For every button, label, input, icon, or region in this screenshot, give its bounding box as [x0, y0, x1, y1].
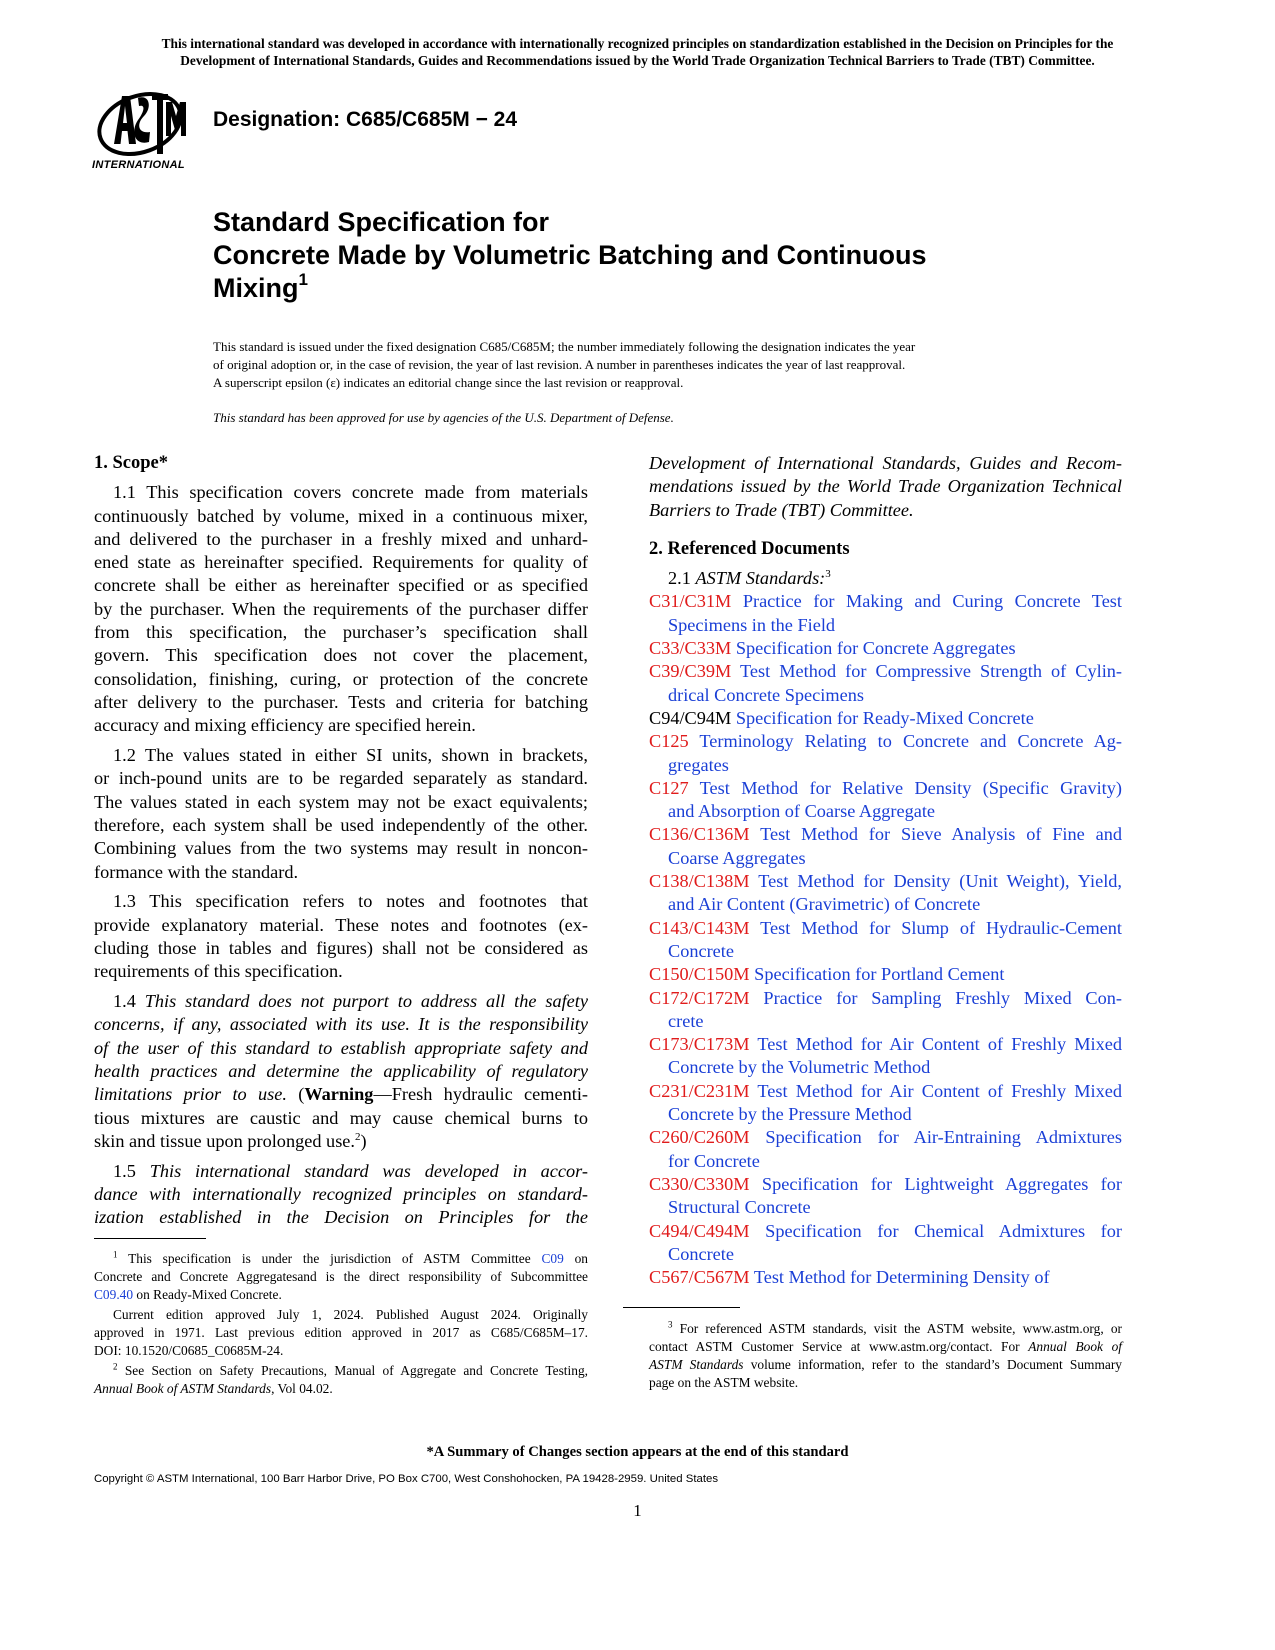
reference-title-link[interactable]: Specification for Air-Entraining Admixtures: [749, 1127, 1122, 1148]
reference-item: [649, 590, 1122, 637]
subheading-label: ASTM Standards:: [695, 568, 826, 589]
text: (: [286, 1084, 305, 1105]
paragraph-1-1: [94, 481, 588, 737]
reference-code-link[interactable]: C567/C567M: [649, 1267, 750, 1288]
text-line: The values stated in each system may not be exact equivalents;: [94, 791, 588, 812]
text: —Fresh hydraulic cementi-: [373, 1084, 588, 1105]
text-line: limitations prior to use.: [94, 1084, 287, 1105]
text-line: of the user of this standard to establish appropriate safety and: [94, 1037, 588, 1058]
text-line: 1.3 This specification refers to notes and footnotes that: [113, 891, 588, 912]
footnote-mark: 2: [113, 1361, 118, 1372]
reference-code-link[interactable]: C94/C94M: [649, 707, 732, 728]
text-line: This standard does not purport to address all the safety: [144, 991, 588, 1012]
text-line: Current edition approved July 1, 2024. Published August 2024. Originally: [113, 1307, 588, 1322]
reference-item: [649, 777, 1122, 824]
reference-item: [649, 730, 1122, 777]
reference-title-link[interactable]: Specification for Lightweight Aggregates for: [749, 1173, 1122, 1194]
text-line: 1.1 This specification covers concrete made from materials: [113, 482, 588, 503]
reference-title-link[interactable]: Terminology Relating to Concrete and Concrete Ag-: [688, 731, 1122, 752]
text-line: ization established in the Decision on Principles for the: [94, 1207, 588, 1228]
text: volume information, refer to the standard’s Document Summary: [743, 1357, 1122, 1372]
reference-code-link[interactable]: C31/C31M: [649, 591, 732, 612]
title-line: Concrete Made by Volumetric Batching and Continuous: [213, 240, 927, 270]
text-line: cluding those in tables and figures) shall not be considered as: [94, 937, 588, 958]
footnote-mark: 1: [113, 1249, 118, 1260]
reference-code-link[interactable]: C260/C260M: [649, 1127, 750, 1148]
text-line: Development of International Standards, Guides and Recom-: [649, 453, 1122, 473]
reference-title-link[interactable]: Specification for Concrete Aggregates: [731, 638, 1016, 659]
designation: Designation: C685/C685M − 24: [213, 108, 518, 131]
text-line: Barriers to Trade (TBT) Committee.: [649, 499, 914, 520]
text-line: by the purchaser. When the requirements of the purchaser differ: [94, 598, 588, 619]
reference-title-link[interactable]: Test Method for Density (Unit Weight), Yield,: [749, 871, 1122, 892]
reference-title-continued[interactable]: crete: [668, 1010, 704, 1031]
section-heading-referenced-documents: 2. Referenced Documents: [649, 538, 850, 559]
reference-code-link[interactable]: C125: [649, 731, 689, 752]
notice-line: Development of International Standards, Guides and Recommendations issued by the World Trade Organization Technical Barriers to Trade (TBT) Committee.: [180, 53, 1095, 68]
reference-title-link[interactable]: Test Method for Compressive Strength of Cylin-: [731, 661, 1122, 682]
reference-title-link[interactable]: Practice for Sampling Freshly Mixed Con-: [749, 987, 1122, 1008]
text-line: provide explanatory material. These notes and footnotes (ex-: [94, 914, 588, 935]
text-line: Concrete and Concrete Aggregatesand is the direct responsibility of Subcommittee: [94, 1269, 588, 1284]
text-line: page on the ASTM website.: [649, 1375, 799, 1390]
reference-title-link[interactable]: Test Method for Determining Density of: [749, 1267, 1050, 1288]
title-line: Standard Specification for: [213, 207, 550, 237]
paragraph-1-2: [94, 744, 588, 884]
reference-code-link[interactable]: C143/C143M: [649, 917, 750, 938]
reference-title-continued[interactable]: Concrete by the Pressure Method: [668, 1104, 912, 1125]
footnotes-left: [94, 1250, 588, 1398]
doi-line: DOI: 10.1520/C0685_C0685M-24.: [94, 1343, 284, 1358]
reference-code-link[interactable]: C173/C173M: [649, 1034, 750, 1055]
reference-title-continued[interactable]: for Concrete: [668, 1150, 760, 1171]
reference-title-link[interactable]: Test Method for Sieve Analysis of Fine and: [749, 824, 1122, 845]
reference-item: [649, 1220, 1122, 1267]
reference-title-link[interactable]: Specification for Chemical Admixtures for: [749, 1220, 1122, 1241]
paragraph-1-5-continued: [649, 452, 1122, 522]
text-line: dance with internationally recognized principles on standard-: [94, 1183, 588, 1204]
paragraph-1-4: [94, 990, 588, 1153]
issue-note: [213, 338, 1093, 391]
reference-item: [649, 870, 1122, 917]
footnote-mark[interactable]: 2: [355, 1130, 361, 1143]
reference-title-continued[interactable]: Structural Concrete: [668, 1197, 811, 1218]
text: , Vol 04.02.: [271, 1381, 333, 1396]
reference-title-continued[interactable]: and Absorption of Coarse Aggregate: [668, 801, 936, 822]
reference-title-link[interactable]: Test Method for Relative Density (Specific Gravity): [688, 777, 1122, 798]
footnotes-right: [649, 1320, 1122, 1392]
text: contact ASTM Customer Service at www.astm.org/contact. For: [649, 1339, 1029, 1354]
reference-title-continued[interactable]: Coarse Aggregates: [668, 847, 806, 868]
text: This specification is under the jurisdiction of ASTM Committee: [117, 1251, 542, 1266]
text-line: 1.2 The values stated in either SI units, shown in brackets,: [113, 745, 588, 766]
para-number: 2.1: [668, 568, 691, 589]
text-line: requirements of this specification.: [94, 961, 343, 982]
dod-approval-note: This standard has been approved for use by agencies of the U.S. Department of Defense.: [213, 410, 674, 425]
text: For referenced ASTM standards, visit the ASTM website, www.astm.org, or: [672, 1321, 1122, 1336]
reference-title-link[interactable]: Specification for Ready-Mixed Concrete: [731, 707, 1034, 728]
footnote-divider: [623, 1307, 740, 1308]
text: Annual Book of: [1028, 1339, 1122, 1354]
reference-item: [649, 707, 1122, 730]
footnote-mark: 3: [668, 1319, 673, 1330]
section-heading-scope: 1. Scope*: [94, 453, 168, 473]
reference-item: [649, 987, 1122, 1034]
reference-item: [649, 917, 1122, 964]
text-line: concrete shall be either as hereinafter specified or as specified: [94, 575, 588, 596]
reference-title-link[interactable]: Test Method for Air Content of Freshly Mixed: [749, 1080, 1122, 1101]
reference-title-continued[interactable]: and Air Content (Gravimetric) of Concrete: [668, 894, 981, 915]
text-line: or inch-pound units are to be regarded separately as standard.: [94, 768, 588, 789]
issue-note-line: A superscript epsilon (ε) indicates an editorial change since the last revision or reapproval.: [213, 374, 684, 390]
reference-item: [649, 1266, 1122, 1289]
text: See Section on Safety Precautions, Manual of Aggregate and Concrete Testing,: [117, 1363, 588, 1378]
reference-title-link[interactable]: Practice for Making and Curing Concrete Test: [731, 591, 1122, 612]
reference-title-continued[interactable]: drical Concrete Specimens: [668, 684, 864, 705]
title-word: Mixing: [213, 273, 299, 303]
footnote-mark[interactable]: 3: [825, 568, 831, 581]
issue-note-line: of original adoption or, in the case of revision, the year of last revision. A number in parentheses indicates the year of last reapproval.: [213, 356, 906, 372]
text-line: This international standard was developed in accor-: [149, 1160, 588, 1181]
reference-code-link[interactable]: C330/C330M: [649, 1173, 750, 1194]
reference-item: [649, 963, 1122, 986]
text: ): [360, 1130, 367, 1151]
reference-title-continued[interactable]: gregates: [668, 754, 729, 775]
text: ASTM Standards: [649, 1357, 744, 1372]
paragraph-1-3: [94, 890, 588, 983]
notice-line: This international standard was developed in accordance with internationally recognized principles on standardization established in the Decision on Principles for the: [161, 36, 1114, 51]
issue-note-line: This standard is issued under the fixed designation C685/C685M; the number immediately following the designation indicates the year: [213, 339, 916, 354]
para-number: 1.5: [113, 1160, 136, 1181]
reference-title-continued[interactable]: Concrete by the Volumetric Method: [668, 1057, 931, 1078]
logo-text: INTERNATIONAL: [92, 159, 185, 171]
page-number: 1: [633, 1501, 642, 1520]
committee-link[interactable]: C09: [541, 1251, 564, 1266]
text-line: continuously batched by volume, mixed in a continuous mixer,: [94, 505, 588, 526]
reference-title-continued[interactable]: Concrete: [668, 940, 734, 961]
text-line: tious mixtures are caustic and may cause chemical burns to: [94, 1107, 588, 1128]
para-number: 1.4: [113, 991, 136, 1012]
left-column: [94, 452, 588, 1236]
footnote-divider: [94, 1238, 206, 1239]
reference-item: [649, 1033, 1122, 1080]
reference-item: [649, 1080, 1122, 1127]
reference-title-link[interactable]: Test Method for Slump of Hydraulic-Cement: [749, 917, 1122, 938]
text-line: from this specification, the purchaser’s specification shall: [94, 622, 588, 643]
reference-code-link[interactable]: C138/C138M: [649, 871, 750, 892]
reference-code-link[interactable]: C172/C172M: [649, 987, 750, 1008]
document-title: [213, 206, 1113, 305]
reference-title-continued[interactable]: Concrete: [668, 1243, 734, 1264]
reference-title-continued[interactable]: Specimens in the Field: [668, 614, 836, 635]
text-line: skin and tissue upon prolonged use.: [94, 1130, 355, 1151]
reference-code-link[interactable]: C33/C33M: [649, 638, 732, 659]
reference-item: [649, 637, 1122, 660]
reference-item: [649, 660, 1122, 707]
text: on Ready-Mixed Concrete.: [133, 1287, 282, 1302]
text-line: concerns, if any, associated with its use. It is the responsibility: [94, 1014, 588, 1035]
reference-code-link[interactable]: C127: [649, 777, 689, 798]
reference-title-link[interactable]: Specification for Portland Cement: [749, 964, 1005, 985]
summary-of-changes-note: *A Summary of Changes section appears at the end of this standard: [426, 1444, 849, 1460]
warning-label: Warning: [304, 1084, 374, 1105]
text-line: health practices and determine the applicability of regulatory: [94, 1060, 588, 1081]
paragraph-1-5: [94, 1160, 588, 1230]
text-line: govern. This specification does not cover the placement,: [94, 645, 588, 666]
subcommittee-link[interactable]: C09.40: [94, 1287, 134, 1302]
right-column: [649, 452, 1122, 1289]
reference-item: [649, 1126, 1122, 1173]
reference-code-link[interactable]: C494/C494M: [649, 1220, 750, 1241]
text-line: mendations issued by the World Trade Organization Technical: [649, 476, 1122, 497]
text-line: after delivery to the purchaser. Tests and criteria for batching: [94, 691, 588, 712]
text: on: [563, 1251, 588, 1266]
text: Annual Book of ASTM Standards: [94, 1381, 272, 1396]
reference-code-link[interactable]: C150/C150M: [649, 964, 750, 985]
reference-list: [649, 590, 1122, 1289]
copyright-line: Copyright © ASTM International, 100 Barr Harbor Drive, PO Box C700, West Conshohocken, PA 19428-2959. United States: [94, 1473, 719, 1485]
reference-item: [649, 823, 1122, 870]
title-footnote-mark[interactable]: 1: [298, 270, 308, 289]
text-line: formance with the standard.: [94, 861, 299, 882]
reference-code-link[interactable]: C136/C136M: [649, 824, 750, 845]
text-line: approved in 1971. Last previous edition approved in 2017 as C685/C685M–17.: [94, 1325, 588, 1340]
text-line: accuracy and mixing efficiency are specified herein.: [94, 715, 476, 736]
reference-code-link[interactable]: C231/C231M: [649, 1080, 750, 1101]
reference-code-link[interactable]: C39/C39M: [649, 661, 732, 682]
text-line: Combining values from the two systems may result in noncon-: [94, 838, 588, 859]
international-standard-notice: [70, 35, 1205, 69]
astm-standards-subheading: [649, 567, 1122, 590]
reference-item: [649, 1173, 1122, 1220]
title-line: [213, 272, 1113, 305]
text-line: ened state as hereinafter specified. Requirements for quality of: [94, 552, 588, 573]
text-line: therefore, each system shall be used independently of the other.: [94, 814, 588, 835]
text-line: consolidation, finishing, curing, or protection of the concrete: [94, 668, 588, 689]
reference-title-link[interactable]: Test Method for Air Content of Freshly Mixed: [749, 1034, 1122, 1055]
text-line: and delivered to the purchaser in a freshly mixed and unhard-: [94, 528, 588, 549]
